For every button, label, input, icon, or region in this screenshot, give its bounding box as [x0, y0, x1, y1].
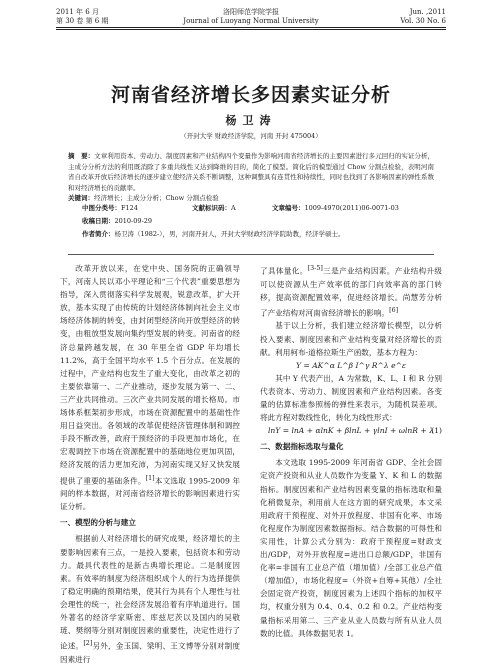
header-volume-en: Vol. 30 No. 6 [400, 17, 446, 25]
citation-3-5: [3-5] [307, 265, 323, 272]
keywords-label: 关键词： [68, 194, 94, 203]
header-center [56, 8, 446, 26]
header-volume: 第 30 卷 第 6 期 [56, 17, 109, 25]
abstract-rule [68, 254, 434, 255]
abstract-label: 摘 要： [68, 152, 95, 160]
doc-code: 文献标识码：A [192, 204, 236, 212]
header-right [400, 8, 446, 26]
section-2-heading: 二、数据指标选取与量化 [260, 442, 344, 452]
log-linear-equation: lnY = lnA + αlnK + βlnL + γlnI + ωlnR + λ (1) [260, 424, 442, 437]
abstract [68, 151, 434, 193]
left-column [60, 262, 240, 666]
header-rule-thin [56, 29, 446, 30]
article-number: 文章编号：1009-4970(2011)06-0071-03 [272, 204, 399, 212]
citation-1: [1] [145, 474, 155, 482]
citation-6: [6] [389, 306, 399, 314]
header-date-en: Jun. ,2011 [409, 8, 446, 16]
data-paragraph: 本文选取 1995-2009 年河南省 GDP、全社会固定资产投资和从业人员数作为变量 Y、K 和 L 的数据指标。制度因素和产业结构因素变量的指标选取和量化稍微复杂，利用前人在这方面的研究成果，本文采用政府干预程度、对外开放程度、非国有化率、市场化程度作为制度因素数据指标。结合数据的可得性和实用性，计算公式分别为：政府干预程度=财政支出/GDP，对外开放程度=进出口总额/GDP，非国有化率=非国有工业总产值（增加值）/全部工业总产值（增加值），市场化程度=（外资+自筹+其他）/全社会固定资产投资，制度因素为上述四个指标的加权平均，权重分别为 0.4、0.4、0.2 和 0.2。产业结构变量指标采用第二、三产业从业人员数与所有从业人员数的比值。具体数据见表 1。 [260, 458, 442, 638]
variables-paragraph: 其中 Y 代表产出，A 为常数，K、L、I 和 R 分别代表资本、劳动力、制度因素和产业结构因素。各变量的估算标准参照杨的弹性来表示，为随机误差项。将此方程对数线性化，转化为线性形式： [260, 373, 442, 423]
received-date: 收稿日期：2010-09-29 [82, 217, 152, 225]
industry-paragraph: 了具体量化。[3-5]三是产业结构因素。产业结构升级可以使资源从生产效率低的部门向效率高的部门转移，提高资源配置效率，促进经济增长。尚慧芳分析了产业结构对河南省经济增长的影响。[6] [260, 265, 443, 318]
equation-number: (1) [431, 426, 442, 436]
paper-title: 河南省经济增长多因素实证分析 [110, 84, 391, 106]
abstract-text: 文章利用资本、劳动力、制度因素和产业结构四个变量作为影响河南省经济增长的主要因素进行多元回归的实证分析，主成分分析方法的利用既消除了多重共线性又达到降维的目的，简化了模型。简化后的模型通过 Chow 分割点检验，表明河南省自改革开放后经济增长的逐步建立使经济关系不断调整，这种调整具有连贯性和持续性，同时也找到了各影响因素的弹性系数和对经济增长的贡献率。 [68, 152, 435, 192]
author-affiliation: （开封大学 财政经济学院，河南 开封 475004） [180, 132, 322, 140]
header-rule-thick [56, 27, 446, 28]
header-date: 2011 年 6 月 [56, 8, 99, 16]
citation-2: [2] [83, 640, 93, 648]
journal-name-cn: 洛阳师范学院学报 [223, 8, 279, 16]
paper-author: 杨卫涛 [225, 114, 277, 127]
abstract-block [68, 151, 434, 204]
cobb-douglas-formula: Y = AK^α L^β I^γ R^λ e^ε [295, 360, 407, 370]
right-column [260, 262, 442, 640]
journal-name-en: Journal of Luoyang Normal University [183, 17, 319, 25]
model-intro-paragraph: 基于以上分析，我们建立经济增长模型，以分析投入要素、制度因素和产业结构变量对经济增长的贡献。利用柯布-道格拉斯生产函数，基本方程为： [260, 321, 442, 357]
model-paragraph: 根据前人对经济增长的研究成果，经济增长的主要影响因素有三点，一是投入要素，包括资本和劳动力。最具代表性的是新古典增长理论。二是制度因素。有效率的制度为经济组织成个人的行为选择提供了稳定明确的预期结果，使其行为具有个人理性与社会理性的统一，社会经济发展沿着有序轨道进行。国外著名的经济学家斯密、库兹尼茨以及国内的吴敬琏、樊纲等分别对制度因素的重要性，决定性进行了论述。[2]另外，金玉国、梁明、王文博等分别对制度因素进行 [60, 534, 241, 664]
intro-paragraph: 改革开放以来，在党中央、国务院的正确领导下，河南人民以邓小平理论和“三个代表”重要思想为指导，深入贯彻落实科学发展观，锐意改革，扩大开放，基本实现了由传统的计划经济体制向社会主义市场经济体制的转变，由封闭型经济向开放型经济的转变，由粗放型发展向集约型发展的转变。河南省的经济总量跨越发展，在 30 年里全省 GDP 年均增长 11.2%，高于全国平均水平 1.5 个百分点。在发展的过程中，产业结构也发生了重大变化，由改革之初的主要依靠第一、二产业推动，逐步发展为第一、二、三产业共同推动。三次产业共同发展的增长格局。市场体系框架初步形成，市场在资源配置中的基础性作用日益突出。各领域的改革促使经济管理体制和调控手段不断改善，政府干预经济的手段更加市场化，在宏观调控下市场在资源配置中的基础地位更加巩固，经济发展的活力更加充沛，为河南实现又好又快发展提供了重要的基础条件。[1]本文选取 1995-2009 年间的样本数据，对河南省经济增长的影响因素进行实证分析。 [60, 264, 241, 512]
author-bio: 作者简介：杨卫涛（1982-），男，河南开封人，开封大学财政经济学院助教，经济学硕士。 [82, 230, 345, 238]
keywords-text: 经济增长；主成分分析；Chow 分割点检验 [94, 194, 219, 203]
section-1-heading: 一、模型的分析与建立 [60, 518, 136, 528]
clc-code: 中图分类号：F124 [82, 204, 138, 212]
